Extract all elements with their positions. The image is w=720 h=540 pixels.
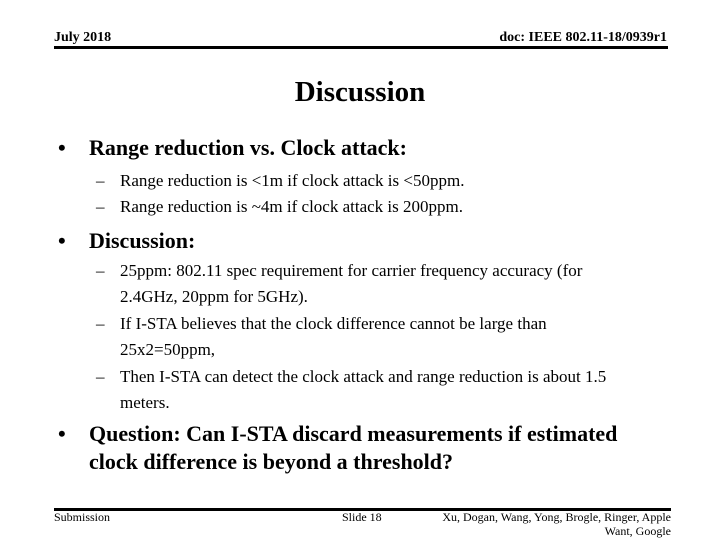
header-date: July 2018	[54, 30, 112, 45]
footer-slide-number: Slide 18	[342, 510, 382, 524]
header-divider	[54, 46, 668, 49]
bullet-2: • Discussion:	[58, 228, 196, 253]
footer-authors-line1: Xu, Dogan, Wang, Yong, Brogle, Ringer, Apple	[442, 510, 671, 524]
footer-authors-line2: Want, Google	[604, 524, 671, 538]
sub-bullet: – Then I-STA can detect the clock attack and range reduction is about 1.5 meters.	[96, 367, 607, 412]
slide-title: Discussion	[294, 76, 426, 108]
sub-bullet: – 25ppm: 802.11 spec requirement for carrier frequency accuracy (for 2.4GHz, 20ppm for 5GHz).	[96, 261, 583, 306]
sub-bullet: – Range reduction is ~4m if clock attack is 200ppm.	[96, 197, 463, 216]
sub-bullet: – Range reduction is <1m if clock attack is <50ppm.	[96, 171, 465, 190]
footer-authors	[442, 510, 671, 538]
header-doc-id: doc: IEEE 802.11-18/0939r1	[499, 30, 667, 45]
bullet-1: • Range reduction vs. Clock attack:	[58, 135, 407, 160]
footer-submission: Submission	[54, 510, 111, 524]
bullet-3: • Question: Can I-STA discard measurements if estimated clock difference is beyond a threshold?	[58, 421, 618, 474]
sub-bullet: – If I-STA believes that the clock difference cannot be large than 25x2=50ppm,	[96, 314, 547, 359]
